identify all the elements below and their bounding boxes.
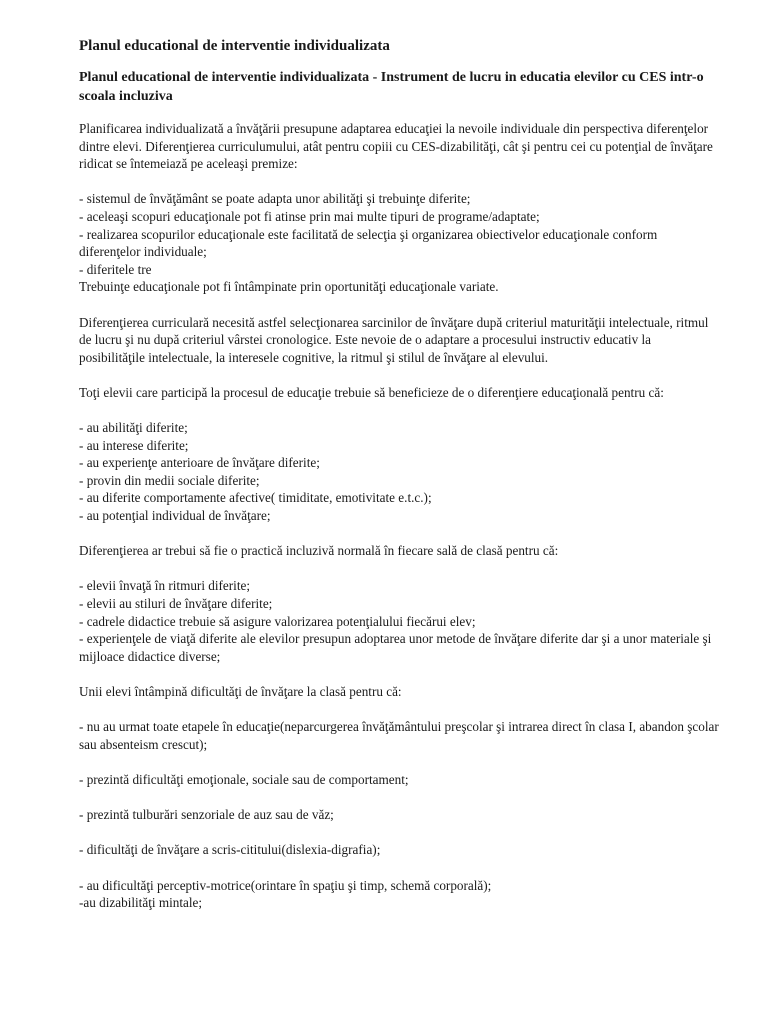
document-page	[79, 36, 719, 929]
list-item: - au interese diferite;	[79, 437, 189, 453]
curricular-differentiation-paragraph: Diferenţierea curriculară necesită astfel selecţionarea sarcinilor de învăţare după criteriul maturităţii intelectuale, ritmul de lucru şi nu după criteriul vârstei cronologice. Este nevoie de o adaptare a procesului instructiv educativ la posibilităţile intelectuale, la interesele cognitive, la ritmul şi stilul de învăţare al elevului.	[79, 314, 709, 365]
difficulties-list	[79, 718, 719, 912]
intro-paragraph: Planificarea individualizată a învăţării presupune adaptarea educaţiei la nevoile individuale din perspectiva diferenţelor dintre elevi. Diferenţierea curriculumului, atât pentru copiii cu CES-dizabilităţi, cât şi pentru cei cu potenţial de învăţare ridicat se întemeiază pe aceleaşi premize:	[79, 121, 713, 172]
list-item: - au abilităţi diferite;	[79, 420, 188, 436]
list-item: - au experienţe anterioare de învăţare diferite;	[79, 455, 320, 471]
list-item: - prezintă dificultăţi emoţionale, sociale sau de comportament;	[79, 771, 409, 787]
difficulties-intro-paragraph: Unii elevi întâmpină dificultăţi de învăţare la clasă pentru că:	[79, 684, 402, 699]
list-item: - prezintă tulburări senzoriale de auz sau de văz;	[79, 807, 334, 823]
all-students-paragraph: Toţi elevii care participă la procesul de educaţie trebuie să beneficieze de o diferenţiere educaţională pentru că:	[79, 384, 664, 400]
list-item: - au diferite comportamente afective( timiditate, emotivitate e.t.c.);	[79, 490, 432, 506]
list-item: Trebuinţe educaţionale pot fi întâmpinate prin oportunităţi educaţionale variate.	[79, 279, 499, 295]
inclusive-practice-paragraph: Diferenţierea ar trebui să fie o practică incluzivă normală în fiecare sală de clasă pentru că:	[79, 543, 559, 559]
list-item: - diferitele tre	[79, 261, 152, 277]
list-item: - dificultăţi de învăţare a scris-cititului(dislexia-digrafia);	[79, 842, 381, 858]
list-item: - provin din medii sociale diferite;	[79, 472, 260, 488]
premises-list	[79, 190, 719, 296]
list-item: - elevii învaţă în ritmuri diferite;	[79, 578, 251, 594]
list-item: - sistemul de învăţământ se poate adapta unor abilităţi şi trebuinţe diferite;	[79, 191, 471, 207]
list-item: - realizarea scopurilor educaţionale este facilitată de selecţia şi organizarea obiectivelor educaţionale conform diferenţelor individuale;	[79, 226, 658, 260]
classroom-reasons-list	[79, 577, 719, 665]
list-item: - experienţele de viaţă diferite ale elevilor presupun adoptarea unor metode de învăţare diferite dar şi a unor materiale şi mijloace didactice diverse;	[79, 631, 712, 664]
document-title: Planul educational de interventie individualizata	[79, 38, 390, 54]
reasons-list	[79, 419, 719, 525]
list-item: - cadrele didactice trebuie să asigure valorizarea potenţialului fiecărui elev;	[79, 613, 476, 629]
list-item: - au potenţial individual de învăţare;	[79, 508, 271, 524]
list-item: - au dificultăţi perceptiv-motrice(orintare în spaţiu şi timp, schemă corporală);	[79, 877, 492, 893]
document-subtitle: Planul educational de interventie individualizata - Instrument de lucru in educatia elevilor cu CES intr-o scoala incluziva	[79, 70, 704, 104]
list-item: -au dizabilităţi mintale;	[79, 895, 203, 911]
list-item: - nu au urmat toate etapele în educaţie(neparcurgerea învăţământului preşcolar şi intrarea direct în clasa I, abandon şcolar sau absenteism crescut);	[79, 719, 719, 752]
list-item: - aceleaşi scopuri educaţionale pot fi atinse prin mai multe tipuri de programe/adaptate;	[79, 208, 540, 224]
list-item: - elevii au stiluri de învăţare diferite;	[79, 596, 273, 612]
